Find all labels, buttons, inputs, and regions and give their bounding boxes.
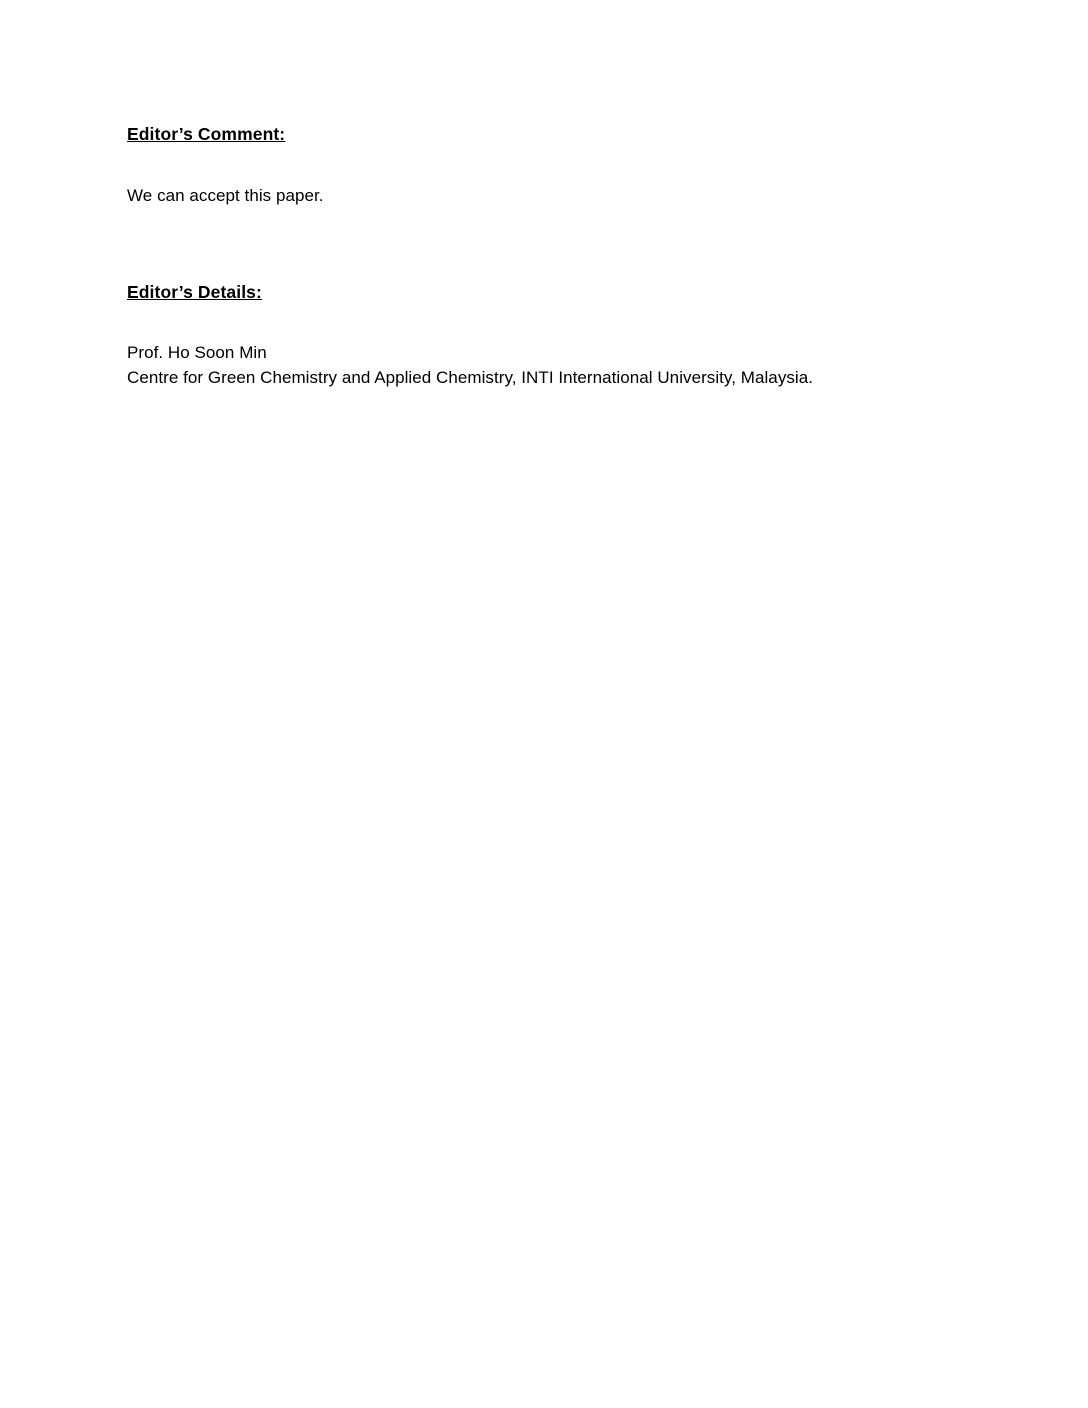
spacer: [127, 304, 957, 342]
editors-details-heading: Editor’s Details:: [127, 282, 262, 303]
editor-details-lines: [127, 342, 957, 389]
editor-affiliation: Centre for Green Chemistry and Applied Chemistry, INTI International University, Malaysia.: [127, 367, 814, 387]
document-content: [127, 124, 957, 389]
editors-comment-heading: Editor’s Comment:: [127, 124, 286, 144]
editor-name: Prof. Ho Soon Min: [127, 343, 267, 363]
spacer: [127, 207, 957, 282]
editors-comment-text: We can accept this paper.: [127, 185, 324, 205]
editors-comment-section: [127, 124, 957, 207]
spacer: [127, 146, 957, 185]
editors-details-section: [127, 282, 957, 389]
